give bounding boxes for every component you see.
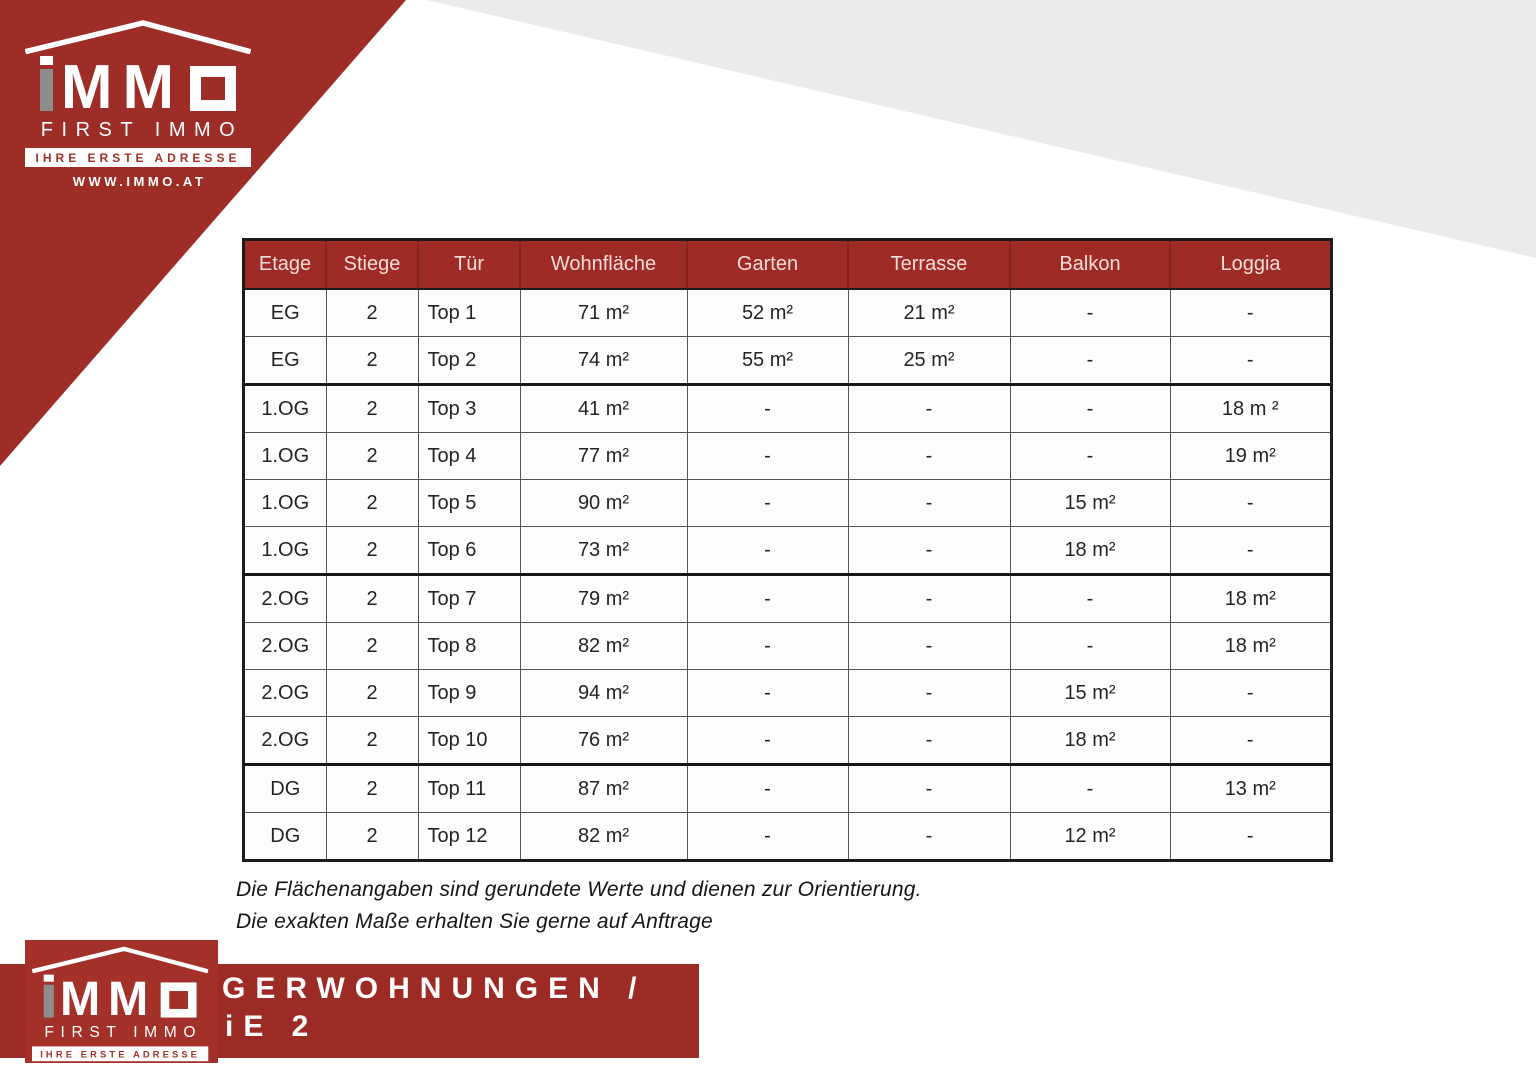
- table-cell: 2: [326, 575, 418, 623]
- table-cell: 2: [326, 527, 418, 575]
- table-row: [244, 480, 1332, 527]
- table-cell: DG: [244, 765, 327, 813]
- table-cell: 18 m²: [1010, 717, 1170, 765]
- immo-wordmark: [44, 972, 197, 1027]
- table-cell: 2: [326, 289, 418, 337]
- logo-subtitle: FIRST IMMO: [44, 1023, 203, 1041]
- table-cell: Top 9: [418, 670, 520, 717]
- table-cell: -: [1170, 670, 1332, 717]
- wordmark-mm: MM: [60, 53, 185, 122]
- table-cell: 2: [326, 433, 418, 480]
- immo-logo-bottom: [32, 945, 208, 1078]
- table-cell: -: [848, 813, 1010, 861]
- table-cell: -: [1010, 765, 1170, 813]
- table-cell: Top 7: [418, 575, 520, 623]
- table-cell: -: [687, 575, 848, 623]
- table-cell: 79 m²: [520, 575, 687, 623]
- table-cell: 19 m²: [1170, 433, 1332, 480]
- table-cell: 74 m²: [520, 337, 687, 385]
- table-cell: 2.OG: [244, 670, 327, 717]
- table-cell: -: [687, 670, 848, 717]
- table-cell: -: [687, 765, 848, 813]
- footnote-line1: Die Flächenangaben sind gerundete Werte und dienen zur Orientierung.: [236, 878, 922, 901]
- table-cell: 18 m²: [1170, 575, 1332, 623]
- table-cell: 1.OG: [244, 527, 327, 575]
- column-header: Stiege: [326, 240, 418, 290]
- table-cell: 2.OG: [244, 623, 327, 670]
- table-cell: 41 m²: [520, 385, 687, 433]
- table-row: [244, 337, 1332, 385]
- table-cell: -: [687, 433, 848, 480]
- table-cell: 52 m²: [687, 289, 848, 337]
- header-row: [244, 240, 1332, 290]
- table-cell: 2: [326, 717, 418, 765]
- table-row: [244, 717, 1332, 765]
- footnote-line2: Die exakten Maße erhalten Sie gerne auf Anftrage: [236, 910, 713, 933]
- table-cell: -: [1170, 717, 1332, 765]
- table-row: [244, 527, 1332, 575]
- table-cell: -: [687, 480, 848, 527]
- letter-o-glyph: [190, 66, 236, 111]
- table-cell: 13 m²: [1170, 765, 1332, 813]
- table-cell: 2: [326, 623, 418, 670]
- table-cell: -: [1010, 433, 1170, 480]
- logo-tagline: IHRE ERSTE ADRESSE: [25, 148, 251, 167]
- table-cell: 76 m²: [520, 717, 687, 765]
- table-cell: -: [1010, 575, 1170, 623]
- table-cell: Top 6: [418, 527, 520, 575]
- table-cell: Top 11: [418, 765, 520, 813]
- table-cell: -: [1010, 623, 1170, 670]
- table-cell: 15 m²: [1010, 480, 1170, 527]
- table-cell: -: [848, 575, 1010, 623]
- table-head: [244, 240, 1332, 290]
- table-cell: Top 10: [418, 717, 520, 765]
- table-cell: -: [848, 480, 1010, 527]
- table-cell: 18 m²: [1170, 623, 1332, 670]
- table-cell: Top 3: [418, 385, 520, 433]
- table-cell: -: [687, 527, 848, 575]
- table-cell: -: [1010, 337, 1170, 385]
- logo-subtitle: FIRST IMMO: [40, 119, 244, 141]
- table-cell: 2: [326, 670, 418, 717]
- letter-i-glyph: [40, 56, 53, 111]
- column-header: Wohnfläche: [520, 240, 687, 290]
- table-cell: 15 m²: [1010, 670, 1170, 717]
- i-bar: [44, 985, 54, 1018]
- table-row: [244, 385, 1332, 433]
- table-cell: 2.OG: [244, 575, 327, 623]
- table-cell: Top 2: [418, 337, 520, 385]
- table-cell: 1.OG: [244, 433, 327, 480]
- banner-line2: iE 2: [225, 1010, 319, 1043]
- table-cell: -: [687, 717, 848, 765]
- table-cell: 1.OG: [244, 480, 327, 527]
- table-cell: Top 1: [418, 289, 520, 337]
- table-cell: 55 m²: [687, 337, 848, 385]
- banner-line1: GERWOHNUNGEN /: [222, 972, 647, 1005]
- wordmark-mm: MM: [59, 972, 157, 1027]
- table-cell: -: [848, 670, 1010, 717]
- table-cell: EG: [244, 337, 327, 385]
- table-cell: 73 m²: [520, 527, 687, 575]
- table-cell: Top 12: [418, 813, 520, 861]
- table-cell: 90 m²: [520, 480, 687, 527]
- table-cell: 1.OG: [244, 385, 327, 433]
- table-cell: -: [848, 717, 1010, 765]
- column-header: Terrasse: [848, 240, 1010, 290]
- column-header: Loggia: [1170, 240, 1332, 290]
- table-cell: 2: [326, 765, 418, 813]
- table-cell: Top 5: [418, 480, 520, 527]
- immo-logo-top: [25, 18, 251, 189]
- area-table: [242, 238, 1333, 862]
- table-cell: -: [1170, 480, 1332, 527]
- logo-url: WWW.IMMO.AT: [69, 1066, 174, 1079]
- footnote: [236, 874, 922, 938]
- table-cell: -: [848, 527, 1010, 575]
- table-cell: 18 m²: [1010, 527, 1170, 575]
- table-cell: 82 m²: [520, 623, 687, 670]
- table-cell: 2: [326, 813, 418, 861]
- i-bar: [40, 69, 53, 111]
- table-cell: -: [848, 765, 1010, 813]
- table-cell: -: [1170, 289, 1332, 337]
- table-cell: 94 m²: [520, 670, 687, 717]
- i-dot: [40, 56, 53, 65]
- roof-icon: [32, 945, 208, 973]
- i-dot: [44, 975, 54, 982]
- table-cell: 2: [326, 337, 418, 385]
- table-row: [244, 765, 1332, 813]
- logo-tagline: IHRE ERSTE ADRESSE: [32, 1046, 208, 1061]
- roof-icon: [25, 18, 251, 54]
- table-row: [244, 623, 1332, 670]
- table-cell: -: [687, 813, 848, 861]
- table-cell: -: [1170, 813, 1332, 861]
- table-cell: 2: [326, 385, 418, 433]
- table-cell: Top 4: [418, 433, 520, 480]
- table-cell: 18 m ²: [1170, 385, 1332, 433]
- table-cell: 21 m²: [848, 289, 1010, 337]
- table-cell: DG: [244, 813, 327, 861]
- table-body: [244, 289, 1332, 861]
- table-cell: -: [1170, 527, 1332, 575]
- table-row: [244, 670, 1332, 717]
- immo-wordmark: [40, 53, 236, 122]
- table-cell: -: [848, 385, 1010, 433]
- table-row: [244, 289, 1332, 337]
- table-cell: 12 m²: [1010, 813, 1170, 861]
- column-header: Balkon: [1010, 240, 1170, 290]
- immo-logo-bottom-box: [25, 940, 218, 1079]
- table-cell: -: [1170, 337, 1332, 385]
- column-header: Etage: [244, 240, 327, 290]
- table-row: [244, 575, 1332, 623]
- table-cell: -: [1010, 289, 1170, 337]
- table-cell: 77 m²: [520, 433, 687, 480]
- letter-i-glyph: [44, 975, 54, 1018]
- column-header: Garten: [687, 240, 848, 290]
- letter-o-glyph: [161, 982, 197, 1017]
- logo-url: WWW.IMMO.AT: [72, 174, 207, 189]
- table-cell: 87 m²: [520, 765, 687, 813]
- table-cell: -: [1010, 385, 1170, 433]
- table-cell: -: [687, 385, 848, 433]
- table-cell: EG: [244, 289, 327, 337]
- table-cell: -: [687, 623, 848, 670]
- table-cell: 82 m²: [520, 813, 687, 861]
- table-cell: 71 m²: [520, 289, 687, 337]
- table-cell: -: [848, 623, 1010, 670]
- table-row: [244, 433, 1332, 480]
- table-cell: Top 8: [418, 623, 520, 670]
- table-cell: 25 m²: [848, 337, 1010, 385]
- column-header: Tür: [418, 240, 520, 290]
- table-cell: 2.OG: [244, 717, 327, 765]
- table-cell: 2: [326, 480, 418, 527]
- table-row: [244, 813, 1332, 861]
- table-cell: -: [848, 433, 1010, 480]
